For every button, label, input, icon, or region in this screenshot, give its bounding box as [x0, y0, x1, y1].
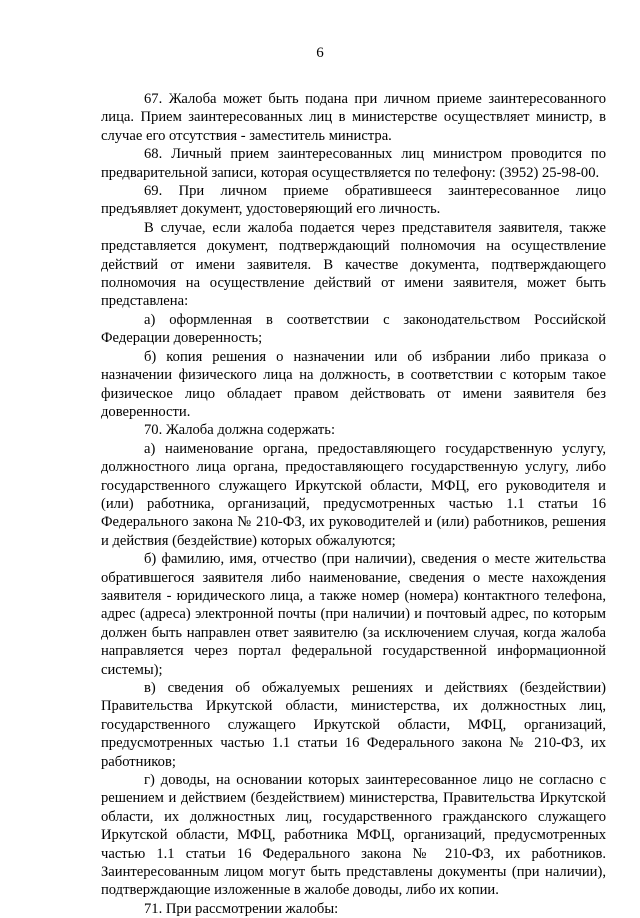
- list-item-g-arguments: г) доводы, на основании которых заинтересованное лицо не согласно с решением и действием (бездействием) министерства, Правительства Иркутской области, их должностных лиц, государственного гражданского служащего Иркутской области, МФЦ, работника МФЦ, организаций, предусмотренных частью 1.1 статьи 16 Федерального закона № 210-ФЗ, их работников. Заинтересованным лицом могут быть представлены документы (при наличии), подтверждающие изложенные в жалобе доводы, либо их копии.: [101, 772, 606, 899]
- paragraph-69: 69. При личном приеме обратившееся заинтересованное лицо предъявляет документ, удостоверяющий его личность.: [101, 183, 606, 218]
- list-item-b-applicant-details: б) фамилию, имя, отчество (при наличии), сведения о месте жительства обратившегося заявителя либо наименование, сведения о месте нахождения заявителя - юридического лица, а также номер (номера) контактного телефона, адрес (адреса) электронной почты (при наличии) и почтовый адрес, по которым должен быть направлен ответ заявителю (за исключением случая, когда жалоба направляется через портал федеральной государственной информационной системы);: [101, 551, 606, 678]
- paragraph-71: 71. При рассмотрении жалобы:: [144, 900, 339, 917]
- page-number: 6: [316, 45, 324, 61]
- list-item-a-authority-name: а) наименование органа, предоставляющего государственную услугу, должностного лица органа, предоставляющего государственную услугу, либо государственного служащего Иркутской области, МФЦ, его руководителя и (или) работника, организаций, предусмотренных частью 1.1 статьи 16 Федерального закона № 210-ФЗ, их руководителей и (или) работников, решения и действия (бездействие) которых обжалуются;: [101, 440, 606, 549]
- paragraph-67: 67. Жалоба может быть подана при личном приеме заинтересованного лица. Прием заинтересованных лиц в министерстве осуществляет министр, в случае его отсутствия - заместитель министра.: [101, 91, 606, 144]
- paragraph-representative: В случае, если жалоба подается через представителя заявителя, также представляется документ, подтверждающий полномочия на осуществление действий от имени заявителя. В качестве документа, подтверждающего полномочия на осуществление действий от имени заявителя, может быть представлена:: [101, 219, 606, 310]
- paragraph-70: 70. Жалоба должна содержать:: [144, 422, 335, 439]
- list-item-b-decision-copy: б) копия решения о назначении или об избрании либо приказа о назначении физического лица на должность, в соответствии с которым такое физическое лицо обладает правом действовать от имени заявителя без доверенности.: [101, 348, 606, 420]
- paragraph-68: 68. Личный прием заинтересованных лиц министром проводится по предварительной записи, которая осуществляется по телефону: (3952) 25-98-00.: [101, 146, 606, 181]
- list-item-a-power-of-attorney: а) оформленная в соответствии с законодательством Российской Федерации доверенность;: [101, 311, 606, 347]
- document-body: [101, 90, 606, 918]
- list-item-v-appealed-decisions: в) сведения об обжалуемых решениях и действиях (бездействии) Правительства Иркутской области, министерства, их должностных лиц, государственного служащего Иркутской области, МФЦ, организаций, предусмотренных частью 1.1 статьи 16 Федерального закона № 210-ФЗ, их работников;: [101, 680, 606, 770]
